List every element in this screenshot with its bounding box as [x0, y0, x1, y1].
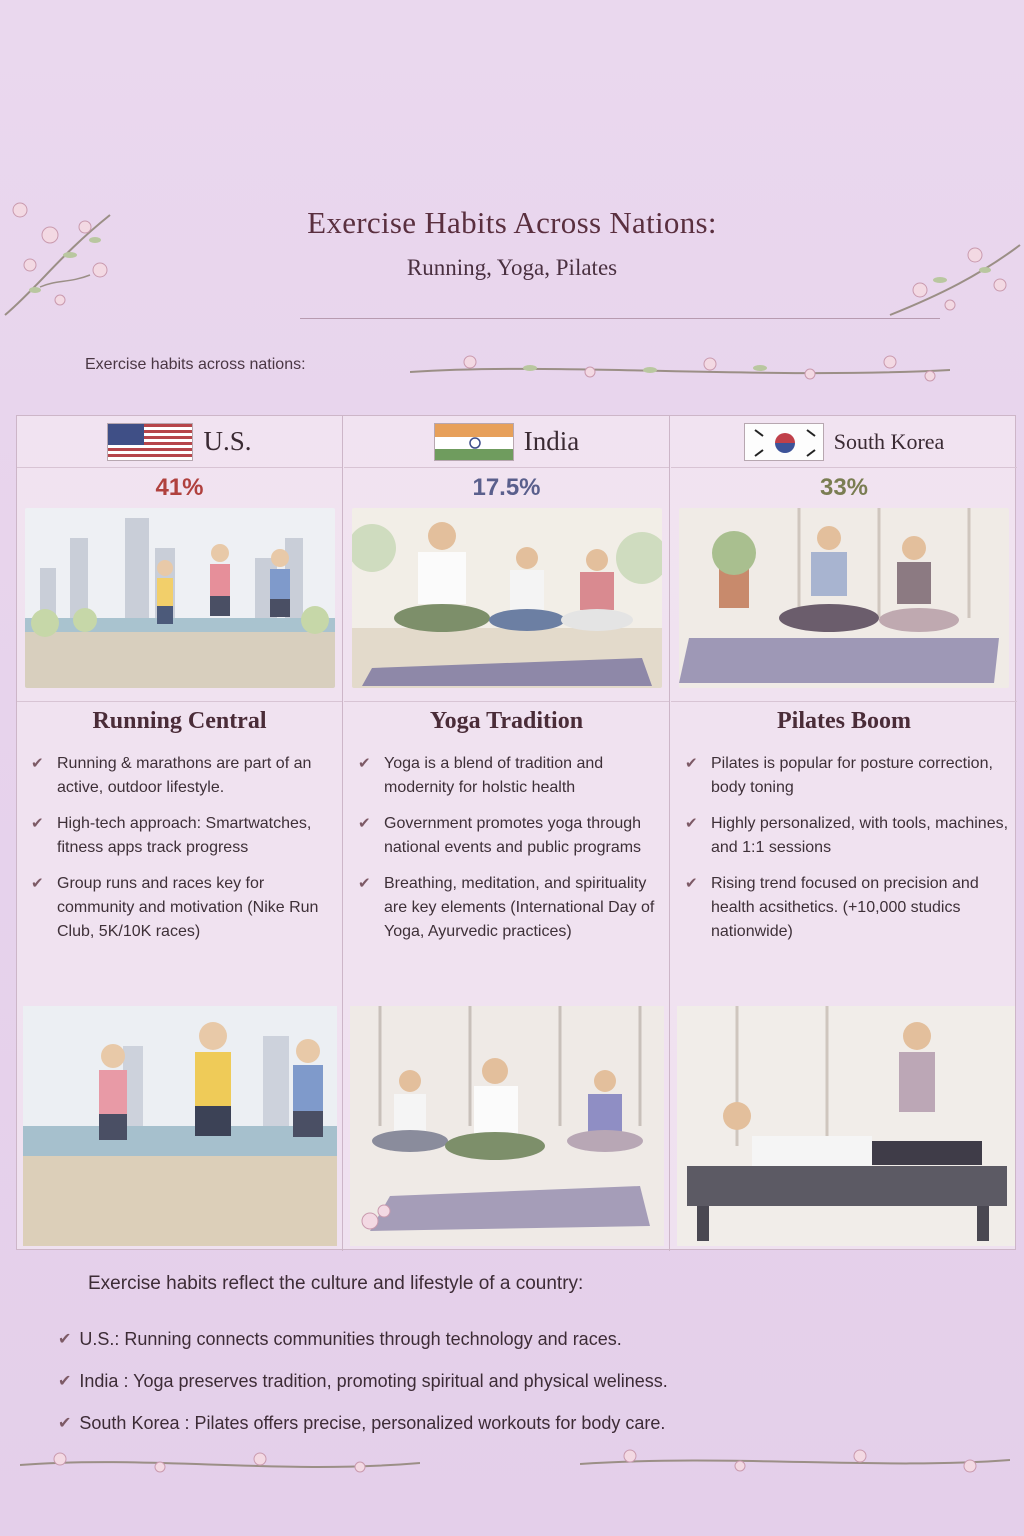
column-header-india — [344, 416, 669, 468]
heading-yoga-tradition: Yoga Tradition — [344, 701, 669, 735]
column-header-us — [17, 416, 342, 468]
page-title: Exercise Habits Across Nations: — [307, 205, 717, 240]
us-flag-icon — [107, 423, 193, 461]
closing-statement: Exercise habits reflect the culture and lifestyle of a country: — [88, 1273, 584, 1294]
list-item: ✔ High-tech approach: Smartwatches, fitness apps track progress — [29, 812, 339, 860]
country-comparison-grid — [16, 415, 1016, 1250]
list-item: ✔ Government promotes yoga through national events and public programs — [356, 812, 666, 860]
list-item: ✔ Group runs and races key for community and motivation (Nike Run Club, 5K/10K races) — [29, 872, 339, 944]
summary-item-india: ✔ India : Yoga preserves tradition, promoting spiritual and physical weliness. — [58, 1370, 668, 1391]
checkmark-icon: ✔ — [685, 875, 698, 892]
summary-item-us: ✔ U.S.: Running connects communities through technology and races. — [58, 1328, 622, 1349]
list-item: ✔ Yoga is a blend of tradition and modernity for holstic health — [356, 752, 666, 800]
country-name-india: India — [523, 426, 580, 456]
checkmark-icon: ✔ — [58, 1415, 72, 1432]
checkmark-icon: ✔ — [358, 875, 371, 892]
meditation-illustration — [350, 1006, 664, 1246]
page-subtitle: Running, Yoga, Pilates — [406, 255, 618, 280]
heading-pilates-boom: Pilates Boom — [671, 701, 1017, 735]
list-item: ✔ Rising trend focused on precision and health acsithetics. (+10,000 studics nationwide) — [683, 872, 1013, 944]
checkmark-icon: ✔ — [358, 815, 371, 832]
summary-list — [58, 1318, 668, 1444]
korea-flag-icon — [744, 423, 824, 461]
title-divider — [300, 318, 940, 319]
heading-running-central: Running Central — [17, 701, 342, 735]
checkmark-icon: ✔ — [358, 755, 371, 772]
checkmark-icon: ✔ — [685, 755, 698, 772]
runners-illustration — [23, 1006, 337, 1246]
bullets-us — [29, 752, 339, 956]
list-item: ✔ Pilates is popular for posture correction, body toning — [683, 752, 1013, 800]
country-name-us: U.S. — [203, 426, 252, 456]
country-name-south-korea: South Korea — [833, 428, 945, 454]
summary-item-south-korea: ✔ South Korea : Pilates offers precise, personalized workouts for body care. — [58, 1412, 666, 1433]
list-item: ✔ Breathing, meditation, and spirituality are key elements (International Day of Yoga, Ayurvedic practices) — [356, 872, 666, 944]
yoga-illustration — [352, 508, 662, 688]
pilates-illustration — [679, 508, 1009, 688]
checkmark-icon: ✔ — [58, 1331, 72, 1348]
list-item: ✔ Running & marathons are part of an active, outdoor lifestyle. — [29, 752, 339, 800]
reformer-illustration — [677, 1006, 1015, 1246]
india-flag-icon — [434, 423, 514, 461]
running-illustration — [25, 508, 335, 688]
checkmark-icon: ✔ — [685, 815, 698, 832]
bullets-india — [356, 752, 666, 956]
floral-branch-bottom-right — [580, 1440, 1010, 1484]
checkmark-icon: ✔ — [58, 1373, 72, 1390]
column-india — [344, 416, 670, 1251]
list-item: ✔ Highly personalized, with tools, machines, and 1:1 sessions — [683, 812, 1013, 860]
floral-branch-intro — [410, 350, 950, 390]
checkmark-icon: ✔ — [31, 755, 44, 772]
checkmark-icon: ✔ — [31, 815, 44, 832]
percent-us: 41% — [155, 474, 204, 501]
intro-text: Exercise habits across nations: — [85, 356, 306, 373]
column-south-korea — [671, 416, 1017, 1251]
percent-south-korea: 33% — [819, 474, 869, 501]
bullets-south-korea — [683, 752, 1013, 956]
column-header-south-korea — [671, 416, 1017, 468]
checkmark-icon: ✔ — [31, 875, 44, 892]
floral-branch-bottom-left — [20, 1445, 420, 1485]
percent-india: 17.5% — [472, 474, 541, 501]
column-us — [17, 416, 343, 1251]
